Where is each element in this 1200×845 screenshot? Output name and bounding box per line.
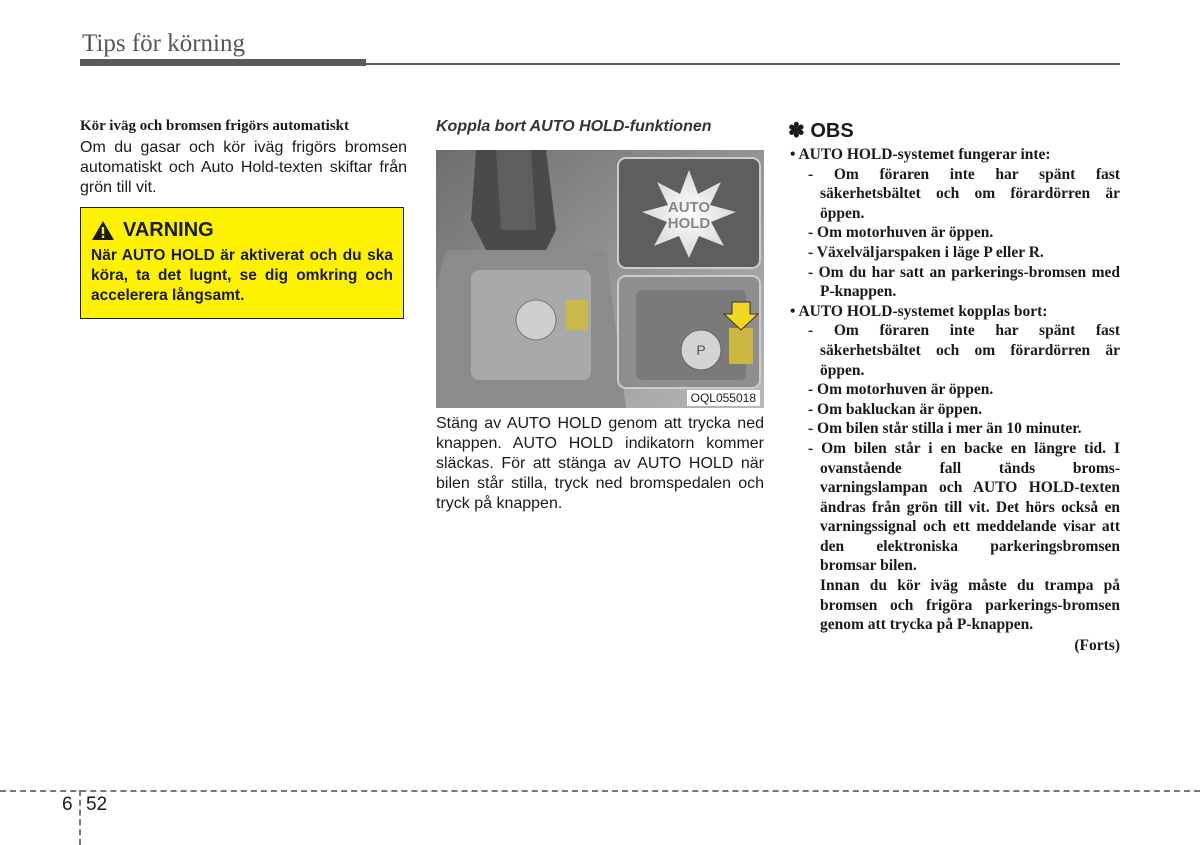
figure-title: Koppla bort AUTO HOLD-funktionen [436,118,712,135]
page-header-title: Tips för körning [82,30,245,57]
header-bar [80,59,366,66]
obs-sub-item: - Växelväljarspaken i läge P eller R. [808,243,1044,261]
header-rule [366,63,1120,65]
auto-hold-figure [436,150,764,408]
warning-triangle-icon [91,220,115,241]
obs-sub-item: - Om föraren inte har spänt fast säkerhetsbältet och om förardörren är öppen. [808,322,1120,379]
middle-paragraph: Stäng av AUTO HOLD genom att trycka ned knappen. AUTO HOLD indikatorn kommer släckas. För att stänga av AUTO HOLD när bilen står stilla, tryck ned bromspedalen och tryck på knappen. [436,415,764,512]
burst-label-1: AUTO [667,199,711,216]
warning-box [80,207,404,319]
figure-illustration [436,150,764,408]
middle-column [436,118,764,136]
continued-label: (Forts) [1074,636,1120,654]
footer-rule [0,790,1200,792]
middle-text [436,414,764,514]
obs-sub-item: - Om motorhuven är öppen. [808,381,994,399]
obs-note: Innan du kör iväg måste du trampa på bromsen och frigöra parkerings-bromsen genom att trycka på P-knappen. [820,577,1120,634]
obs-sub-item: - Om du har satt an parkerings-bromsen med P-knappen. [808,263,1120,301]
warning-header [91,218,393,242]
burst-label-2: HOLD [667,215,711,232]
obs-section [788,118,1120,655]
left-column [80,118,407,198]
obs-sub-item: - Om bakluckan är öppen. [808,400,983,418]
svg-text:P: P [696,342,706,358]
chapter-number: 6 [62,794,73,815]
obs-title: ✽ OBS [788,120,854,142]
obs-sub-item: - Om motorhuven är öppen. [808,224,994,242]
obs-sub-item: - Om föraren inte har spänt fast säkerhetsbältet och om förardörren är öppen. [808,165,1120,222]
obs-sub-item: - Om bilen står i en backe en längre tid. I ovanstående fall tänds broms-varningslampan och AUTO HOLD-texten ändras från grön till vit. Det hörs också en varningssignal och ett meddelande visar att den elektroniska parkeringsbromsen bromsar bilen. [808,439,1120,575]
obs-bullet: • AUTO HOLD-systemet fungerar inte: [790,146,1051,163]
obs-sub-item: - Om bilen står stilla i mer än 10 minuter. [808,420,1082,438]
section-subheading: Kör iväg och bromsen frigörs automatiskt [80,118,350,134]
footer-divider [79,790,81,845]
warning-text: När AUTO HOLD är aktiverat och du ska köra, ta det lugnt, se dig omkring och accelerera långsamt. [91,247,393,304]
figure-code: OQL055018 [687,390,760,406]
obs-list [788,145,1120,635]
page-number: 52 [86,794,108,815]
left-paragraph: Om du gasar och kör iväg frigörs bromsen automatiskt och Auto Hold-texten skiftar från grön till vit. [80,139,407,196]
obs-bullet: • AUTO HOLD-systemet kopplas bort: [790,302,1048,320]
warning-title: VARNING [123,218,214,241]
